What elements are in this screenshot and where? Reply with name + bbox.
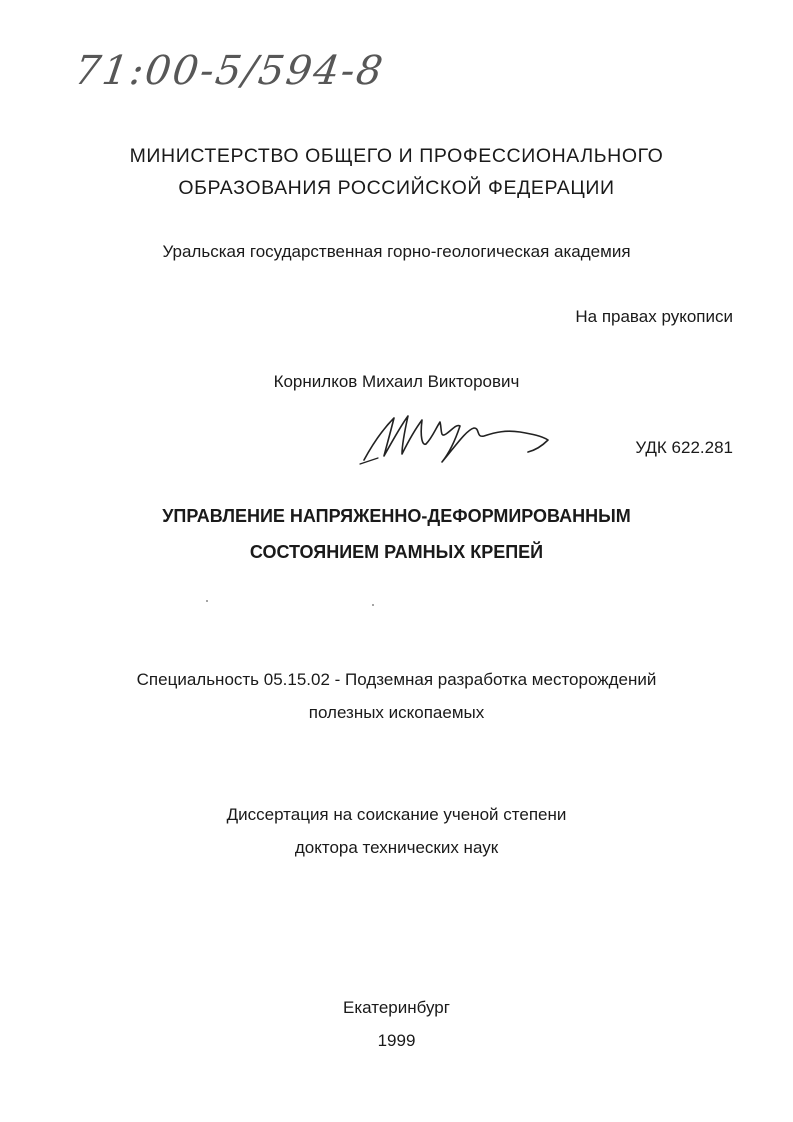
- archive-stamp-number: 71:00-5/594-8: [71, 48, 388, 94]
- place-and-year: [0, 991, 793, 1057]
- ministry-line-1: МИНИСТЕРСТВО ОБЩЕГО И ПРОФЕССИОНАЛЬНОГО: [129, 145, 664, 167]
- degree-line-1: Диссертация на соискание ученой степени: [226, 805, 567, 824]
- specialty-line-1: Специальность 05.15.02 - Подземная разработка месторождений: [136, 670, 657, 689]
- scan-speck: [206, 600, 208, 602]
- degree-line-2: доктора технических наук: [294, 838, 499, 857]
- title-line-2: СОСТОЯНИЕМ РАМНЫХ КРЕПЕЙ: [249, 542, 544, 562]
- title-line-1: УПРАВЛЕНИЕ НАПРЯЖЕННО-ДЕФОРМИРОВАННЫМ: [162, 506, 631, 526]
- ministry-heading: [0, 140, 793, 204]
- manuscript-note: На правах рукописи: [575, 307, 733, 326]
- dissertation-title: [0, 498, 793, 570]
- specialty-block: [0, 663, 793, 729]
- scan-speck: [372, 604, 374, 606]
- year: 1999: [377, 1031, 416, 1050]
- degree-block: [0, 798, 793, 864]
- signature: [356, 408, 556, 468]
- author-name: Корнилков Михаил Викторович: [273, 372, 520, 391]
- city: Екатеринбург: [343, 998, 450, 1017]
- academy-name: Уральская государственная горно-геологическая академия: [162, 242, 631, 261]
- specialty-line-2: полезных ископаемых: [308, 703, 485, 722]
- udc-code: УДК 622.281: [635, 438, 733, 457]
- ministry-line-2: ОБРАЗОВАНИЯ РОССИЙСКОЙ ФЕДЕРАЦИИ: [178, 177, 615, 199]
